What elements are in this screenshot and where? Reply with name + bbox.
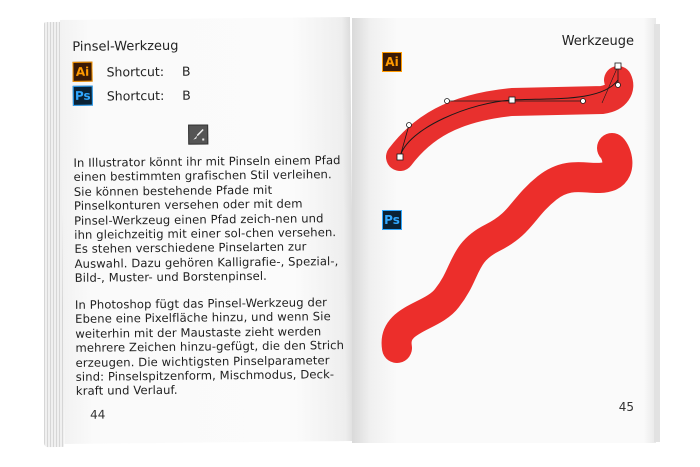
illustrator-shortcut-row bbox=[72, 61, 190, 82]
illustrator-icon: Ai bbox=[72, 62, 92, 82]
page-title: Werkzeuge bbox=[561, 34, 634, 49]
page-edge bbox=[654, 24, 660, 442]
illustrator-icon: Ai bbox=[382, 52, 402, 72]
photoshop-icon: Ps bbox=[382, 210, 402, 230]
page-number: 44 bbox=[90, 407, 106, 422]
left-page bbox=[60, 17, 354, 444]
page-number: 45 bbox=[618, 400, 634, 414]
photoshop-paragraph: In Photoshop fügt das Pinsel-Werkzeug der Ebene eine Pixelfläche hinzu, und wenn Sie weiterhin mit der Maustaste zieht werden mehrere Zeichen hinzu-gefügt, die den Strich erzeugen. Die wichtigsten Pinselparameter sind: Pinselspitzenform, Mischmodus, Deck-kraft und Verlauf. bbox=[74, 295, 345, 399]
shortcut-key: B bbox=[182, 87, 191, 103]
brush-tool-icon bbox=[188, 124, 208, 144]
brush-stroke-illustrations bbox=[352, 18, 656, 443]
photoshop-shortcut-row bbox=[73, 85, 191, 106]
photoshop-icon: Ps bbox=[73, 86, 93, 106]
right-page bbox=[352, 18, 656, 443]
shortcut-label: Shortcut: bbox=[106, 63, 165, 80]
shortcut-label: Shortcut: bbox=[106, 87, 165, 104]
shortcut-key: B bbox=[181, 63, 191, 79]
page-title: Pinsel-Werkzeug bbox=[72, 38, 179, 55]
illustrator-paragraph: In Illustrator könnt ihr mit Pinseln einem Pfad einen bestimmten grafischen Stil verleihen. Sie können bestehende Pfade mit Pinselkonturen versehen oder mit dem Pinsel-Werkzeug einen Pfad zeich-nen und ihn gleichzeitig mit einer sol-chen versehen. Es stehen verschiedene Pinselarten zur Auswahl. Dazu gehören Kalligrafie-, Spezial-, Bild-, Muster- und Borstenpinsel. bbox=[73, 153, 341, 286]
